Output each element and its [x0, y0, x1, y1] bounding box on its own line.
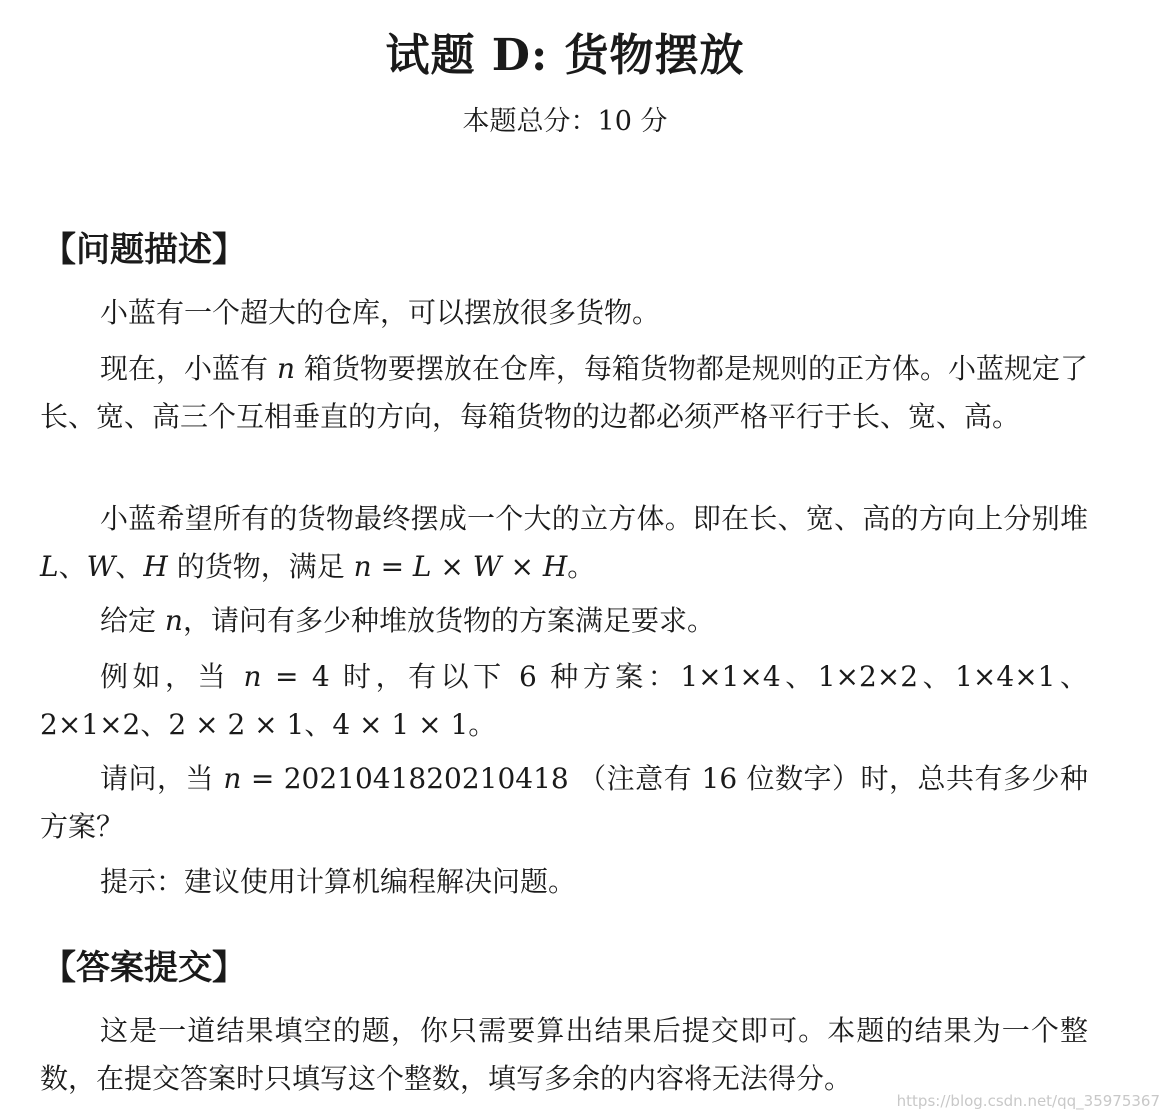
separator-text: 、 — [58, 550, 87, 583]
paragraph-question — [40, 597, 1088, 645]
paragraph-text: = 4 时，有以下 6 种方案：1×1×4、1×2×2、1×4×1、2×1×2、2 × 2 × 1、4 × 1 × 1。 — [40, 660, 1088, 741]
paragraph-boxes — [40, 345, 1088, 441]
paragraph-text: 小蓝希望所有的货物最终摆成一个大的立方体。即在长、宽、高的方向上分别堆 — [100, 502, 1088, 535]
problem-description-heading: 【问题描述】 — [42, 230, 246, 270]
separator-text: 、 — [115, 550, 144, 583]
math-variable-n: n — [223, 762, 242, 795]
paragraph-example — [40, 653, 1088, 749]
math-formula: n = L × W × H — [353, 550, 568, 583]
paragraph-text: 例如，当 — [100, 660, 244, 693]
watermark: https://blog.csdn.net/qq_35975367 — [896, 1092, 1160, 1110]
paragraph-answer-instructions — [40, 1007, 1088, 1103]
paragraph-warehouse — [40, 289, 1088, 337]
paragraph-text: 现在，小蓝有 — [100, 352, 277, 385]
paragraph-text: = 2021041820210418 （注意有 16 位数字）时，总共有多少种方案？ — [40, 762, 1088, 843]
math-variable-H: H — [143, 550, 168, 583]
paragraph-text: 请问，当 — [100, 762, 224, 795]
paragraph-text: 。 — [567, 550, 596, 583]
paragraph-text: ，请问有多少种堆放货物的方案满足要求。 — [182, 604, 715, 637]
math-variable-L: L — [40, 550, 59, 583]
paragraph-text: 小蓝有一个超大的仓库，可以摆放很多货物。 — [100, 296, 661, 329]
paragraph-text: 的货物，满足 — [167, 550, 354, 583]
paragraph-text: 箱货物要摆放在仓库，每箱货物都是规则的正方体。小蓝规定了长、宽、高三个互相垂直的方向，每箱货物的边都必须严格平行于长、宽、高。 — [40, 352, 1089, 433]
problem-title: 试题 D: 货物摆放 — [385, 30, 745, 81]
total-score: 本题总分：10 分 — [462, 106, 668, 137]
paragraph-text: 给定 — [100, 604, 165, 637]
paragraph-text: 提示：建议使用计算机编程解决问题。 — [100, 865, 577, 898]
paragraph-text: 这是一道结果填空的题，你只需要算出结果后提交即可。本题的结果为一个整数，在提交答案时只填写这个整数，填写多余的内容将无法得分。 — [40, 1014, 1088, 1095]
math-variable-n: n — [276, 352, 295, 385]
paragraph-target — [40, 755, 1088, 851]
paragraph-cube — [40, 495, 1088, 591]
math-variable-n: n — [243, 660, 262, 693]
math-variable-W: W — [86, 550, 116, 583]
answer-submission-heading: 【答案提交】 — [42, 948, 246, 988]
paragraph-hint — [40, 858, 1088, 906]
math-variable-n: n — [164, 604, 183, 637]
